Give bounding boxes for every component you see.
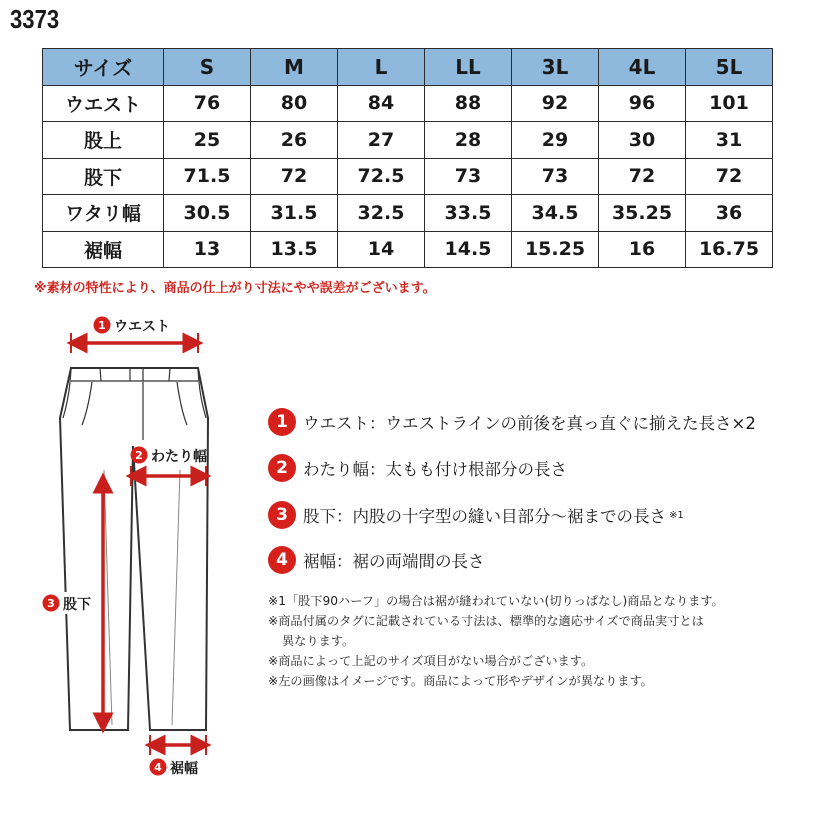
table-cell: 35.25 [599, 195, 686, 232]
table-cell: 72 [599, 158, 686, 195]
table-row [43, 158, 773, 195]
footnote: ※商品によって上記のサイズ項目がない場合がございます。 [268, 654, 594, 668]
footnote: 異なります。 [282, 634, 355, 648]
number-badge: 4 [268, 546, 296, 574]
table-cell: 33.5 [425, 195, 512, 232]
footnotes [268, 591, 724, 691]
pants-outline [60, 368, 208, 730]
row-label: 股上 [43, 122, 164, 159]
svg-text:裾幅: 裾幅 [170, 761, 198, 777]
table-cell: 76 [164, 85, 251, 122]
label-thigh [131, 447, 208, 466]
legend-text: ウエスト：ウエストラインの前後を真っ直ぐに揃えた長さ×2 [303, 414, 756, 433]
legend-item-thigh [268, 454, 567, 482]
header-cell: L [338, 49, 425, 86]
table-cell: 30 [599, 122, 686, 159]
header-cell: サイズ [43, 49, 164, 86]
table-cell: 72.5 [338, 158, 425, 195]
svg-text:ウエスト: ウエスト [114, 319, 170, 335]
table-cell: 13.5 [251, 231, 338, 268]
legend-item-hem [268, 546, 485, 574]
label-hem [150, 759, 199, 778]
table-cell: 14.5 [425, 231, 512, 268]
table-cell: 34.5 [512, 195, 599, 232]
legend-text: わたり幅：太もも付け根部分の長さ [303, 460, 567, 479]
table-cell: 13 [164, 231, 251, 268]
number-badge: 3 [268, 501, 296, 529]
row-label: ワタリ幅 [43, 195, 164, 232]
table-cell: 73 [425, 158, 512, 195]
row-label: 裾幅 [43, 231, 164, 268]
table-row [43, 231, 773, 268]
row-label: 股下 [43, 158, 164, 195]
svg-text:わたり幅: わたり幅 [151, 449, 207, 465]
number-badge: 2 [268, 454, 296, 482]
table-cell: 88 [425, 85, 512, 122]
svg-text:1: 1 [98, 319, 106, 332]
table-cell: 28 [425, 122, 512, 159]
table-cell: 101 [686, 85, 773, 122]
table-cell: 30.5 [164, 195, 251, 232]
table-cell: 80 [251, 85, 338, 122]
label-inseam [43, 592, 99, 614]
svg-text:4: 4 [154, 761, 162, 774]
header-cell: 3L [512, 49, 599, 86]
table-cell: 25 [164, 122, 251, 159]
table-cell: 29 [512, 122, 599, 159]
table-cell: 31.5 [251, 195, 338, 232]
table-row [43, 85, 773, 122]
header-cell: M [251, 49, 338, 86]
legend-footnote-ref: ※1 [669, 509, 684, 521]
table-cell: 27 [338, 122, 425, 159]
product-code: 3373 [10, 4, 60, 34]
table-cell: 72 [251, 158, 338, 195]
footnote: ※1「股下90ハーフ」の場合は裾が縫われていない(切りっぱなし)商品となります。 [268, 594, 724, 608]
header-cell: 4L [599, 49, 686, 86]
row-label: ウエスト [43, 85, 164, 122]
number-badge: 1 [268, 408, 296, 436]
table-cell: 84 [338, 85, 425, 122]
table-cell: 31 [686, 122, 773, 159]
legend-item-inseam [268, 501, 684, 529]
table-cell: 14 [338, 231, 425, 268]
table-cell: 92 [512, 85, 599, 122]
legend-text: 股下：内股の十字型の縫い目部分〜裾までの長さ [303, 507, 666, 526]
legend-item-waist [268, 408, 756, 436]
table-row [43, 195, 773, 232]
table-cell: 32.5 [338, 195, 425, 232]
table-cell: 36 [686, 195, 773, 232]
table-row [43, 122, 773, 159]
label-waist [94, 317, 171, 336]
svg-text:股下: 股下 [63, 597, 91, 613]
pants-diagram [0, 300, 260, 800]
material-note: ※素材の特性により、商品の仕上がり寸法にやや誤差がございます。 [34, 281, 436, 296]
table-cell: 72 [686, 158, 773, 195]
table-header-row [43, 49, 773, 86]
table-cell: 16 [599, 231, 686, 268]
table-cell: 26 [251, 122, 338, 159]
header-cell: S [164, 49, 251, 86]
table-cell: 73 [512, 158, 599, 195]
table-cell: 15.25 [512, 231, 599, 268]
header-cell: LL [425, 49, 512, 86]
footnote: ※商品付属のタグに記載されている寸法は、標準的な適応サイズで商品実寸とは [268, 614, 704, 628]
header-cell: 5L [686, 49, 773, 86]
table-cell: 71.5 [164, 158, 251, 195]
svg-text:2: 2 [135, 449, 143, 462]
svg-text:3: 3 [47, 597, 55, 610]
legend-text: 裾幅：裾の両端間の長さ [303, 552, 485, 571]
footnote: ※左の画像はイメージです。商品によって形やデザインが異なります。 [268, 674, 653, 688]
table-cell: 96 [599, 85, 686, 122]
size-table [42, 48, 773, 268]
table-cell: 16.75 [686, 231, 773, 268]
